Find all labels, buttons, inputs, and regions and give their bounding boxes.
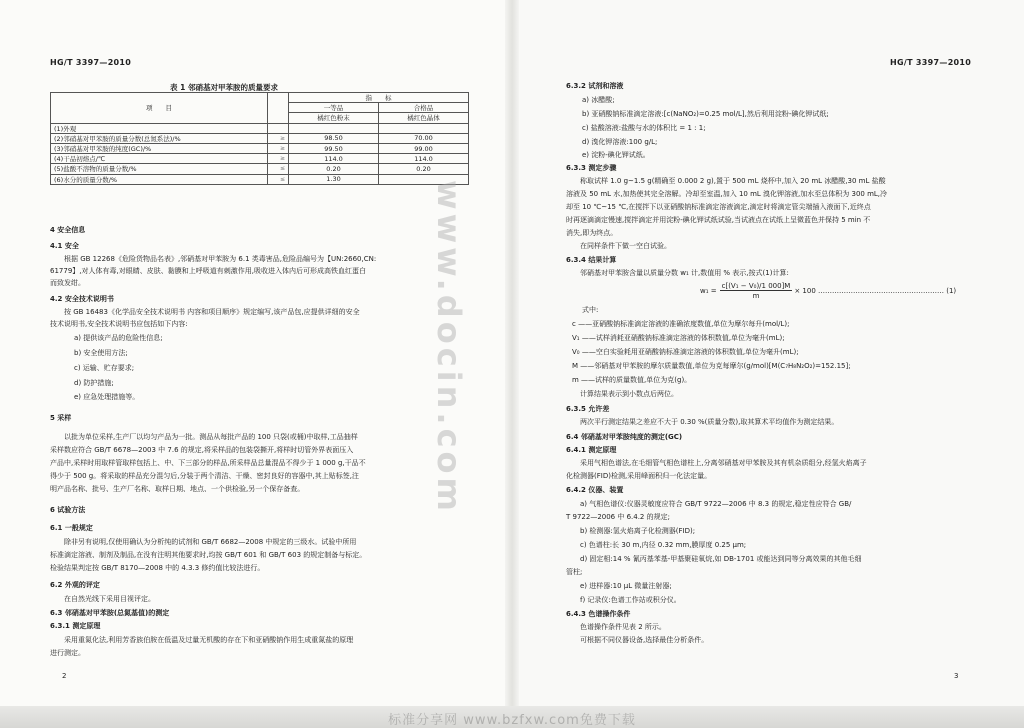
row-grade2-value: 70.00: [379, 133, 469, 143]
standard-code-right: HG/T 3397—2010: [890, 58, 972, 67]
para-6-4-1-line2: 化检测器(FID)检测,采用峰面积归一化法定量。: [566, 472, 712, 480]
footer-source-link[interactable]: 标准分享网 www.bzfxw.com免费下载: [388, 713, 636, 728]
list-item: d) 防护措施;: [74, 379, 114, 387]
table-head-index: 指 标: [289, 93, 469, 103]
section-6-3: 6.3 邻硝基对甲苯胺(总氮基值)的测定: [50, 609, 170, 617]
formula-lhs: w₁ =: [700, 287, 717, 295]
section-6-3-3: 6.3.3 测定步骤: [566, 164, 617, 172]
row-comparator: [268, 123, 289, 133]
para-6-3-4: 邻硝基对甲苯胺含量以质量分数 w₁ 计,数值用 % 表示,按式(1)计算:: [580, 269, 789, 277]
row-label: (3)邻硝基对甲苯胺的纯度(GC)/%: [51, 143, 268, 153]
para-6-1-line2: 标准滴定溶液、制剂及制品,在没有注明其他要求时,均按 GB/T 601 和 GB/T 603 的规定制备与标定。: [50, 551, 367, 559]
definition: M ——邻硝基对甲苯胺的摩尔质量数值,单位为克每摩尔(g/mol)[M(C₇H₈N₂O₂)=152.15];: [572, 362, 851, 370]
table-head-grade1: 一等品: [289, 103, 379, 113]
para-6-4-2-line2: T 9722—2006 中 6.4.2 的规定;: [566, 513, 670, 521]
para-6-3-5: 两次平行测定结果之差应不大于 0.30 %(质量分数),取其算术平均值作为测定结果。: [580, 418, 839, 426]
row-grade1-value: 98.50: [289, 133, 379, 143]
definition: V₀ ——空白实验耗用亚硝酸钠标准滴定溶液的体积数值,单位为毫升(mL);: [572, 348, 799, 356]
para-6-3-3-line1: 称取试样 1.0 g~1.5 g(精确至 0.000 2 g),置于 500 mL 烧杯中,加入 20 mL 冰醋酸,30 mL 盐酸: [580, 177, 886, 185]
row-grade1-value: [289, 123, 379, 133]
row-label: (2)邻硝基对甲苯胺的质量分数(总氮系法)/%: [51, 133, 268, 143]
table-row: [51, 154, 469, 164]
section-6: 6 试验方法: [50, 506, 86, 514]
para-4-2-line1: 按 GB 16483《化学品安全技术说明书 内容和项目顺序》规定编写,该产品包,应提供详细的安全: [64, 308, 360, 316]
para-6-2: 在自然光线下采用目视评定。: [64, 595, 155, 603]
section-6-3-4: 6.3.4 结果计算: [566, 256, 617, 264]
table-row: [51, 174, 469, 184]
list-item: b) 安全使用方法;: [74, 349, 128, 357]
row-grade2-value: 0.20: [379, 164, 469, 174]
para-5-line5: 明产品名称、批号、生产厂名称、取样日期、地点、一个供检验,另一个保存备查。: [50, 485, 305, 493]
reagent-item: a) 冰醋酸;: [582, 96, 615, 104]
para-4-1-line3: 而致发绀。: [50, 279, 85, 287]
para-6-4-3-line1: 色谱操作条件见表 2 所示。: [580, 623, 666, 631]
definition: m ——试样的质量数值,单位为克(g)。: [572, 376, 692, 384]
section-4-2: 4.2 安全技术说明书: [50, 295, 114, 303]
row-comparator: ≥: [268, 133, 289, 143]
reagent-item: b) 亚硝酸钠标准滴定溶液:[c(NaNO₂)=0.25 mol/L],然后利用淀粉-碘化钾试纸;: [582, 110, 829, 118]
section-6-3-5: 6.3.5 允许差: [566, 405, 610, 413]
formula-numerator: c[(V₁ − V₀)/1 000]M: [721, 282, 791, 290]
row-grade1-value: 99.50: [289, 143, 379, 153]
formula-fraction: [720, 282, 793, 300]
table-row: [51, 133, 469, 143]
section-6-4-2: 6.4.2 仪器、装置: [566, 486, 624, 494]
para-4-1-line2: 61779】,对人体有毒,对眼睛、皮肤、黏膜和上呼吸道有刺激作用,吸收进入体内后可形成高铁血红蛋白: [50, 267, 366, 275]
para-6-3-3-line4: 时再逐滴滴定慢速,搅拌滴定并用淀粉-碘化钾试纸试验,当试液点在试纸上呈微蓝色并保持 5 min 不: [566, 216, 871, 224]
row-label: (1)外观: [51, 123, 268, 133]
row-comparator: ≤: [268, 174, 289, 184]
row-label: (6)水分的质量分数/%: [51, 174, 268, 184]
table-row: [51, 123, 469, 133]
para-5-line1: 以批为单位采样,生产厂以均匀产品为一批。测品从每批产品的 100 只袋(或桶)中取样,工品抽样: [64, 433, 358, 441]
section-6-3-1: 6.3.1 测定原理: [50, 622, 101, 630]
row-comparator: ≥: [268, 143, 289, 153]
page-number-left: 2: [62, 672, 67, 680]
section-6-2: 6.2 外观的评定: [50, 581, 100, 589]
table-head-grade2: 合格品: [379, 103, 469, 113]
para-5-line3: 产品中,采样时用取样管取样包括上、中、下三部分的样品,所采样品总量混品不得少于 1 000 g,干品不: [50, 459, 366, 467]
formula-1: [700, 282, 956, 300]
para-6-3-1-line2: 进行测定。: [50, 649, 85, 657]
table-row: [51, 143, 469, 153]
row-comparator: ≤: [268, 164, 289, 174]
reagent-item: d) 溴化钾溶液:100 g/L;: [582, 138, 658, 146]
row-grade2-value: [379, 123, 469, 133]
section-6-4-3: 6.4.3 色谱操作条件: [566, 610, 631, 618]
formula-tail: × 100 ……………………………………………… (1): [794, 287, 957, 295]
section-4: 4 安全信息: [50, 226, 86, 234]
para-6-1-line3: 检验结果判定按 GB/T 8170—2008 中的 4.3.3 修约值比较法进行。: [50, 564, 265, 572]
table-head-item: 项 目: [51, 93, 268, 124]
para-6-4-2-line1: a) 气相色谱仪:仪器灵敏度应符合 GB/T 9722—2006 中 8.3 的规定,稳定性应符合 GB/: [580, 500, 852, 508]
list-item: e) 应急处理措施等。: [74, 393, 140, 401]
list-item: a) 提供该产品的危险性信息;: [74, 334, 163, 342]
watermark: www.docin.com: [430, 180, 468, 515]
row-grade1-value: 114.0: [289, 154, 379, 164]
row-grade1-value: 1.30: [289, 174, 379, 184]
row-grade1-value: 0.20: [289, 164, 379, 174]
section-4-1: 4.1 安全: [50, 242, 79, 250]
table-subhead-2: 橘红色晶体: [379, 113, 469, 123]
para-5-line4: 得少于 500 g。将采取的样品充分混匀后,分装于两个清洁、干燥、密封良好的容器中,其上贴标签,注: [50, 472, 359, 480]
row-label: (4)干品初熔点/℃: [51, 154, 268, 164]
para-4-2-line2: 技术说明书,安全技术说明书应包括如下内容:: [50, 320, 188, 328]
para-6-3-1-line1: 采用重氮化法,利用芳香族伯胺在低温及过量无机酸的存在下和亚硝酸钠作用生成重氮盐的原理: [64, 636, 354, 644]
para-6-4-1-line1: 采用气相色谱法,在毛细管气相色谱柱上,分离邻硝基对甲苯胺及其有机杂质组分,经氢火焰离子: [580, 459, 867, 467]
para-6-1-line1: 除非另有说明,仅使用确认为分析纯的试剂和 GB/T 6682—2008 中规定的三级水。试验中所用: [64, 538, 357, 546]
definition: c ——亚硝酸钠标准滴定溶液的准确浓度数值,单位为摩尔每升(mol/L);: [572, 320, 790, 328]
definition: V₁ ——试样消耗亚硝酸钠标准滴定溶液的体积数值,单位为毫升(mL);: [572, 334, 785, 342]
instrument-item: 管柱;: [566, 568, 583, 576]
quality-table: [50, 92, 469, 185]
section-5: 5 采样: [50, 414, 72, 422]
standard-code-left: HG/T 3397—2010: [50, 58, 132, 67]
where-label: 式中:: [582, 306, 599, 314]
instrument-item: d) 固定相:14 % 氰丙基苯基-甲基聚硅氧烷,如 DB-1701 或能达到同等分离效果的其他毛细: [580, 555, 862, 563]
para-5-line2: 采样数应符合 GB/T 6678—2003 中 7.6 的规定,将采样品的包装袋撕开,将样时切管外界表面压入: [50, 446, 354, 454]
reagent-item: e) 淀粉-碘化钾试纸。: [582, 151, 650, 159]
para-6-3-3-line5: 消失,即为终点。: [566, 229, 618, 237]
table-title: 表 1 邻硝基对甲苯胺的质量要求: [170, 83, 278, 92]
row-grade2-value: 99.00: [379, 143, 469, 153]
table-subhead-1: 橘红色粉末: [289, 113, 379, 123]
page-number-right: 3: [954, 672, 959, 680]
formula-denominator: m: [752, 292, 760, 300]
book-gutter: [505, 0, 519, 728]
instrument-item: f) 记录仪:色谱工作站或积分仪。: [580, 596, 681, 604]
section-6-3-2: 6.3.2 试剂和溶液: [566, 82, 624, 90]
para-6-4-3-line2: 可根据不同仪器设备,选择最佳分析条件。: [580, 636, 709, 644]
section-6-1: 6.1 一般规定: [50, 524, 93, 532]
section-6-4-1: 6.4.1 测定原理: [566, 446, 617, 454]
row-comparator: ≥: [268, 154, 289, 164]
reagent-item: c) 盐酸溶液:盐酸与水的体积比 = 1 : 1;: [582, 124, 706, 132]
para-6-3-3-line2: 溶液及 50 mL 水,加热使其完全溶解。冷却至室温,加入 10 mL 溴化钾溶液,加水至总体积为 300 mL,冷: [566, 190, 888, 198]
para-6-3-3-line3: 却至 10 ℃~15 ℃,在搅拌下以亚硝酸钠标准滴定溶液滴定,滴定时将滴定管尖端插入液面下,近终点: [566, 203, 871, 211]
table-row: [51, 164, 469, 174]
instrument-item: c) 色谱柱:长 30 m,内径 0.32 mm,膜厚度 0.25 μm;: [580, 541, 747, 549]
para-rounding: 计算结果表示到小数点后两位。: [580, 390, 678, 398]
instrument-item: b) 检测器:氢火焰离子化检测器(FID);: [580, 527, 696, 535]
para-6-3-3-line6: 在同样条件下做一空白试验。: [580, 242, 671, 250]
list-item: c) 运输、贮存要求;: [74, 364, 135, 372]
para-4-1-line1: 根据 GB 12268《危险货物品名表》,邻硝基对甲苯胺为 6.1 类毒害品,危险品编号为【UN:2660,CN:: [64, 255, 377, 263]
row-label: (5)盐酸不溶物的质量分数/%: [51, 164, 268, 174]
row-grade2-value: 114.0: [379, 154, 469, 164]
instrument-item: e) 进样器:10 μL 微量注射器;: [580, 582, 672, 590]
section-6-4: 6.4 邻硝基对甲苯胺纯度的测定(GC): [566, 433, 683, 441]
